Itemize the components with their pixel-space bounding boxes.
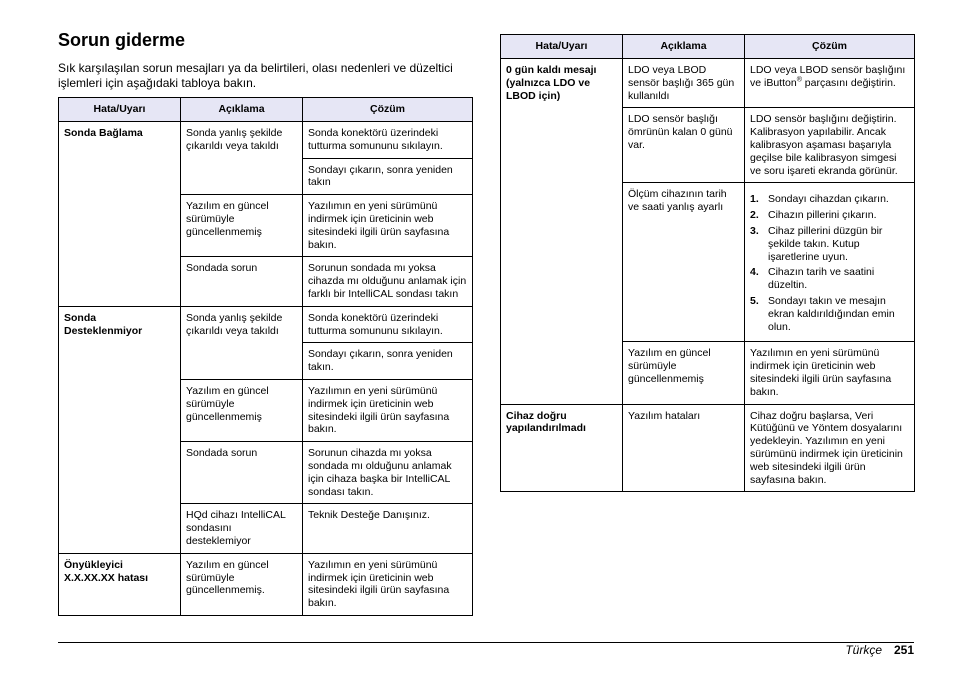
- solution-cell: Yazılımın en yeni sürümünü indirmek için üreticinin web sitesindeki ilgili ürün sayfasına bakın.: [745, 342, 915, 404]
- table-row: [59, 122, 473, 159]
- step-number: 3.: [750, 224, 759, 237]
- description-cell: Sonda yanlış şekilde çıkarıldı veya takıldı: [181, 306, 303, 379]
- step-number: 5.: [750, 294, 759, 307]
- intro-paragraph: Sık karşılaşılan sorun mesajları ya da belirtileri, olası nedenleri ve düzeltici işlemleri için aşağıdaki tabloya bakın.: [58, 61, 453, 90]
- table-row: [501, 59, 915, 108]
- solution-steps-list: [750, 193, 909, 333]
- step-text: Cihazın tarih ve saatini düzeltin.: [768, 266, 875, 292]
- list-item: [750, 209, 909, 222]
- header-error: Hata/Uyarı: [59, 98, 181, 122]
- header-description: Açıklama: [623, 35, 745, 59]
- troubleshooting-table-right: [500, 34, 915, 492]
- description-cell: Ölçüm cihazının tarih ve saati yanlış ayarlı: [623, 183, 745, 342]
- description-cell: LDO sensör başlığı ömrünün kalan 0 günü var.: [623, 108, 745, 183]
- error-cell: Cihaz doğru yapılandırılmadı: [501, 404, 623, 492]
- footer-divider: [58, 642, 914, 643]
- list-item: [750, 193, 909, 206]
- step-number: 2.: [750, 209, 759, 222]
- description-cell: Sondada sorun: [181, 442, 303, 504]
- solution-cell: Sondayı çıkarın, sonra yeniden takın: [303, 158, 473, 195]
- solution-text: LDO veya LBOD sensör başlığını ve iButton: [750, 64, 906, 89]
- solution-cell: [745, 183, 915, 342]
- step-text: Sondayı cihazdan çıkarın.: [768, 193, 889, 206]
- description-cell: Yazılım en güncel sürümüyle güncellenmemiş: [623, 342, 745, 404]
- step-text: Sondayı takın ve mesajın ekran kaldırıldığından emin olun.: [768, 294, 895, 333]
- description-cell: Sonda yanlış şekilde çıkarıldı veya takıldı: [181, 122, 303, 195]
- footer-language: Türkçe: [845, 643, 882, 657]
- solution-cell: LDO sensör başlığını değiştirin. Kalibrasyon yapılabilir. Ancak kalibrasyon aşaması başarıyla geçilse bile kalibrasyon simgesi ve soru işareti ekranda görünür.: [745, 108, 915, 183]
- header-solution: Çözüm: [303, 98, 473, 122]
- solution-cell: Sonda konektörü üzerindeki tutturma somununu sıkılayın.: [303, 122, 473, 159]
- error-cell: 0 gün kaldı mesajı (yalnızca LDO ve LBOD için): [501, 59, 623, 405]
- error-cell: Sonda Bağlama: [59, 122, 181, 307]
- error-cell: Önyükleyici X.X.XX.XX hatası: [59, 553, 181, 615]
- solution-cell: Yazılımın en yeni sürümünü indirmek için üreticinin web sitesindeki ilgili ürün sayfasına bakın.: [303, 195, 473, 257]
- description-cell: Yazılım hataları: [623, 404, 745, 492]
- description-cell: Yazılım en güncel sürümüyle güncellenmemiş.: [181, 553, 303, 615]
- solution-text: parçasını değiştirin.: [801, 76, 896, 89]
- page-number: 251: [893, 643, 914, 657]
- list-item: [750, 266, 909, 292]
- registered-mark: ®: [796, 76, 802, 84]
- list-item: [750, 295, 909, 333]
- troubleshooting-table-left: [58, 97, 473, 616]
- solution-cell: Yazılımın en yeni sürümünü indirmek için üreticinin web sitesindeki ilgili ürün sayfasına bakın.: [303, 553, 473, 615]
- table-row: [59, 306, 473, 343]
- table-row: [59, 553, 473, 615]
- solution-cell: Sorunun cihazda mı yoksa sondada mı olduğunu anlamak için cihaza başka bir IntelliCAL sondası takın.: [303, 442, 473, 504]
- description-cell: Yazılım en güncel sürümüyle güncellenmemiş: [181, 379, 303, 441]
- description-cell: LDO veya LBOD sensör başlığı 365 gün kullanıldı: [623, 59, 745, 108]
- header-description: Açıklama: [181, 98, 303, 122]
- page-title: Sorun giderme: [58, 30, 186, 50]
- table-header-row: [59, 98, 473, 122]
- error-cell: Sonda Desteklenmiyor: [59, 306, 181, 553]
- solution-cell: Teknik Desteğe Danışınız.: [303, 504, 473, 553]
- step-number: 1.: [750, 193, 759, 206]
- description-cell: HQd cihazı IntelliCAL sondasını desteklemiyor: [181, 504, 303, 553]
- solution-cell: Sonda konektörü üzerindeki tutturma somununu sıkılayın.: [303, 306, 473, 343]
- solution-cell: Cihaz doğru başlarsa, Veri Kütüğünü ve Yöntem dosyalarını yedekleyin. Yazılımın en yeni sürümünü indirmek için üreticinin web sitesindeki ilgili ürün sayfasına bakın.: [745, 404, 915, 492]
- solution-cell: Sondayı çıkarın, sonra yeniden takın.: [303, 343, 473, 380]
- table-row: [501, 404, 915, 492]
- solution-cell: [745, 59, 915, 108]
- list-item: [750, 225, 909, 263]
- header-error: Hata/Uyarı: [501, 35, 623, 59]
- description-cell: Yazılım en güncel sürümüyle güncellenmemiş: [181, 195, 303, 257]
- solution-cell: Yazılımın en yeni sürümünü indirmek için üreticinin web sitesindeki ilgili ürün sayfasına bakın.: [303, 379, 473, 441]
- step-text: Cihaz pillerini düzgün bir şekilde takın. Kutup işaretlerine uyun.: [768, 224, 883, 263]
- step-text: Cihazın pillerini çıkarın.: [768, 209, 877, 222]
- solution-cell: Sorunun sondada mı yoksa cihazda mı olduğunu anlamak için farklı bir IntelliCAL sondası takın: [303, 257, 473, 306]
- step-number: 4.: [750, 266, 759, 279]
- table-header-row: [501, 35, 915, 59]
- header-solution: Çözüm: [745, 35, 915, 59]
- description-cell: Sondada sorun: [181, 257, 303, 306]
